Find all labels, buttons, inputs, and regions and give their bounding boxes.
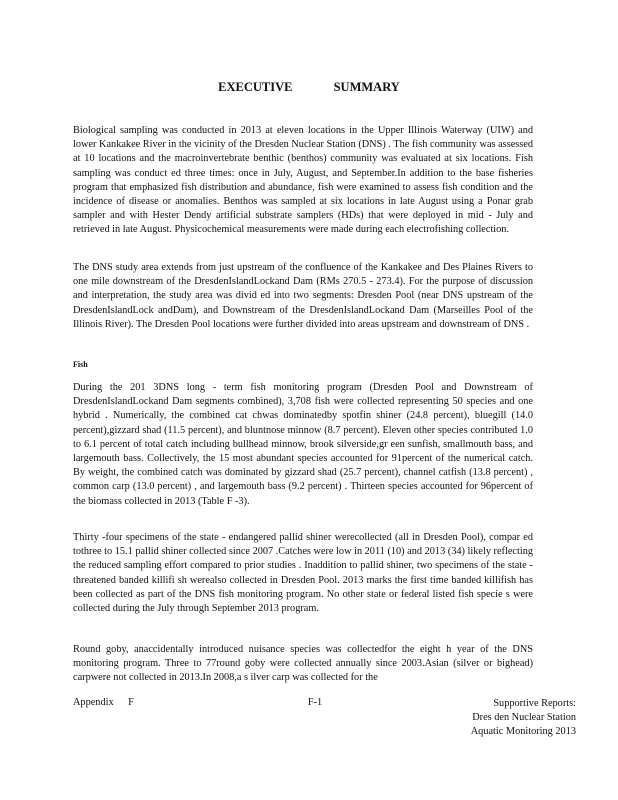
footer-report-line: Aquatic Monitoring 2013 (470, 726, 576, 738)
footer-appendix-label: Appendix F (73, 697, 134, 708)
paragraph-round-goby: Round goby, anaccidentally introduced nuisance species was collectedfor the eight h year of the DNS monitoring program. Three to 77round goby were collected annually since 2003.Asian (silver or bighead) carpwere not collected in 2013.In 2008,a s ilver carp was collected for the (73, 644, 533, 684)
paragraph-fish-catch: During the 201 3DNS long - term fish monitoring program (Dresden Pool and Downstream of DresdenIslandLockand Dam segments combined), 3,708 fish were collected representing 50 species and one hybrid . Numerically, the combined cat chwas dominatedby spotfin shiner (24.8 percent), bluegill (14.0 percent),gizzard shad (11.5 percent), and bluntnose minnow (8.7 percent). Eleven other species contributed 1.0 to 6.1 percent of total catch including bullhead minnow, brook silverside,gr een sunfish, smallmouth bass, and largemouth bass. Collectively, the 15 most abundant species accounted for 91percent of the numerical catch. By weight, the combined catch was dominated by gizzard shad (25.7 percent), channel catfish (13.8 percent) , common carp (13.0 percent) , and largemouth bass (9.2 percent) . Thirteen species accounted for 96percent of the biomass collected in 2013 (Table F -3). (73, 382, 533, 507)
paragraph-study-area: The DNS study area extends from just upstream of the confluence of the Kankakee and Des Plaines Rivers to one mile downstream of the DresdenIslandLockand Dam (RMs 270.5 - 273.4). For the purpose of discussion and interpretation, the study area was divid ed into two segments: Dresden Pool (near DNS upstream of the DresdenIslandLock andDam), and Downstream of the DresdenIslandLockand Dam (Marseilles Pool of the Illinois River). The Dresden Pool locations were further divided into areas upstream and downstream of DNS . (73, 262, 533, 330)
footer-report-line: Supportive Reports: (493, 698, 576, 709)
footer-page-number: F-1 (307, 697, 323, 708)
section-heading-fish: Fish (73, 360, 88, 369)
footer-report-info (471, 697, 576, 740)
footer-report-line: Dres den Nuclear Station (472, 712, 576, 724)
page-title: EXECUTIVE SUMMARY (218, 80, 400, 94)
paragraph-pallid-shiner: Thirty -four specimens of the state - endangered pallid shiner werecollected (all in Dresden Pool), compar ed tothree to 15.1 pallid shiner collected since 2007 .Catches were low in 2011 (10) and 2013 (34) likely reflecting the reduced sampling effort compared to prior studies . Inaddition to pallid shiner, two specimens of the state -threatened banded killifi sh werealso collected in Dresden Pool. 2013 marks the first time banded killifish has been collected as part of the DNS fish monitoring program. No other state or federal listed fish specie s were collected during the July through September 2013 program. (73, 532, 533, 615)
paragraph-sampling-overview: Biological sampling was conducted in 2013 at eleven locations in the Upper Illinois Waterway (UIW) and lower Kankakee River in the vicinity of the Dresden Nuclear Station (DNS) . The fish community was assessed at 10 locations and the macroinvertebrate benthic (benthos) community was evaluated at six locations. Fish sampling was conduct ed three times: once in July, August, and September.In addition to the base fisheries program that emphasized fish distribution and abundance, fish were examined to assess fish condition and the incidence of disease or anomalies. Benthos was sampled at six locations in late August using a Ponar grab sampler and with Hester Dendy artificial substrate samplers (HDs) that were deployed in mid - July and retrieved in late August. Physicochemical measurements were made during each electrofishing collection. (73, 125, 533, 236)
